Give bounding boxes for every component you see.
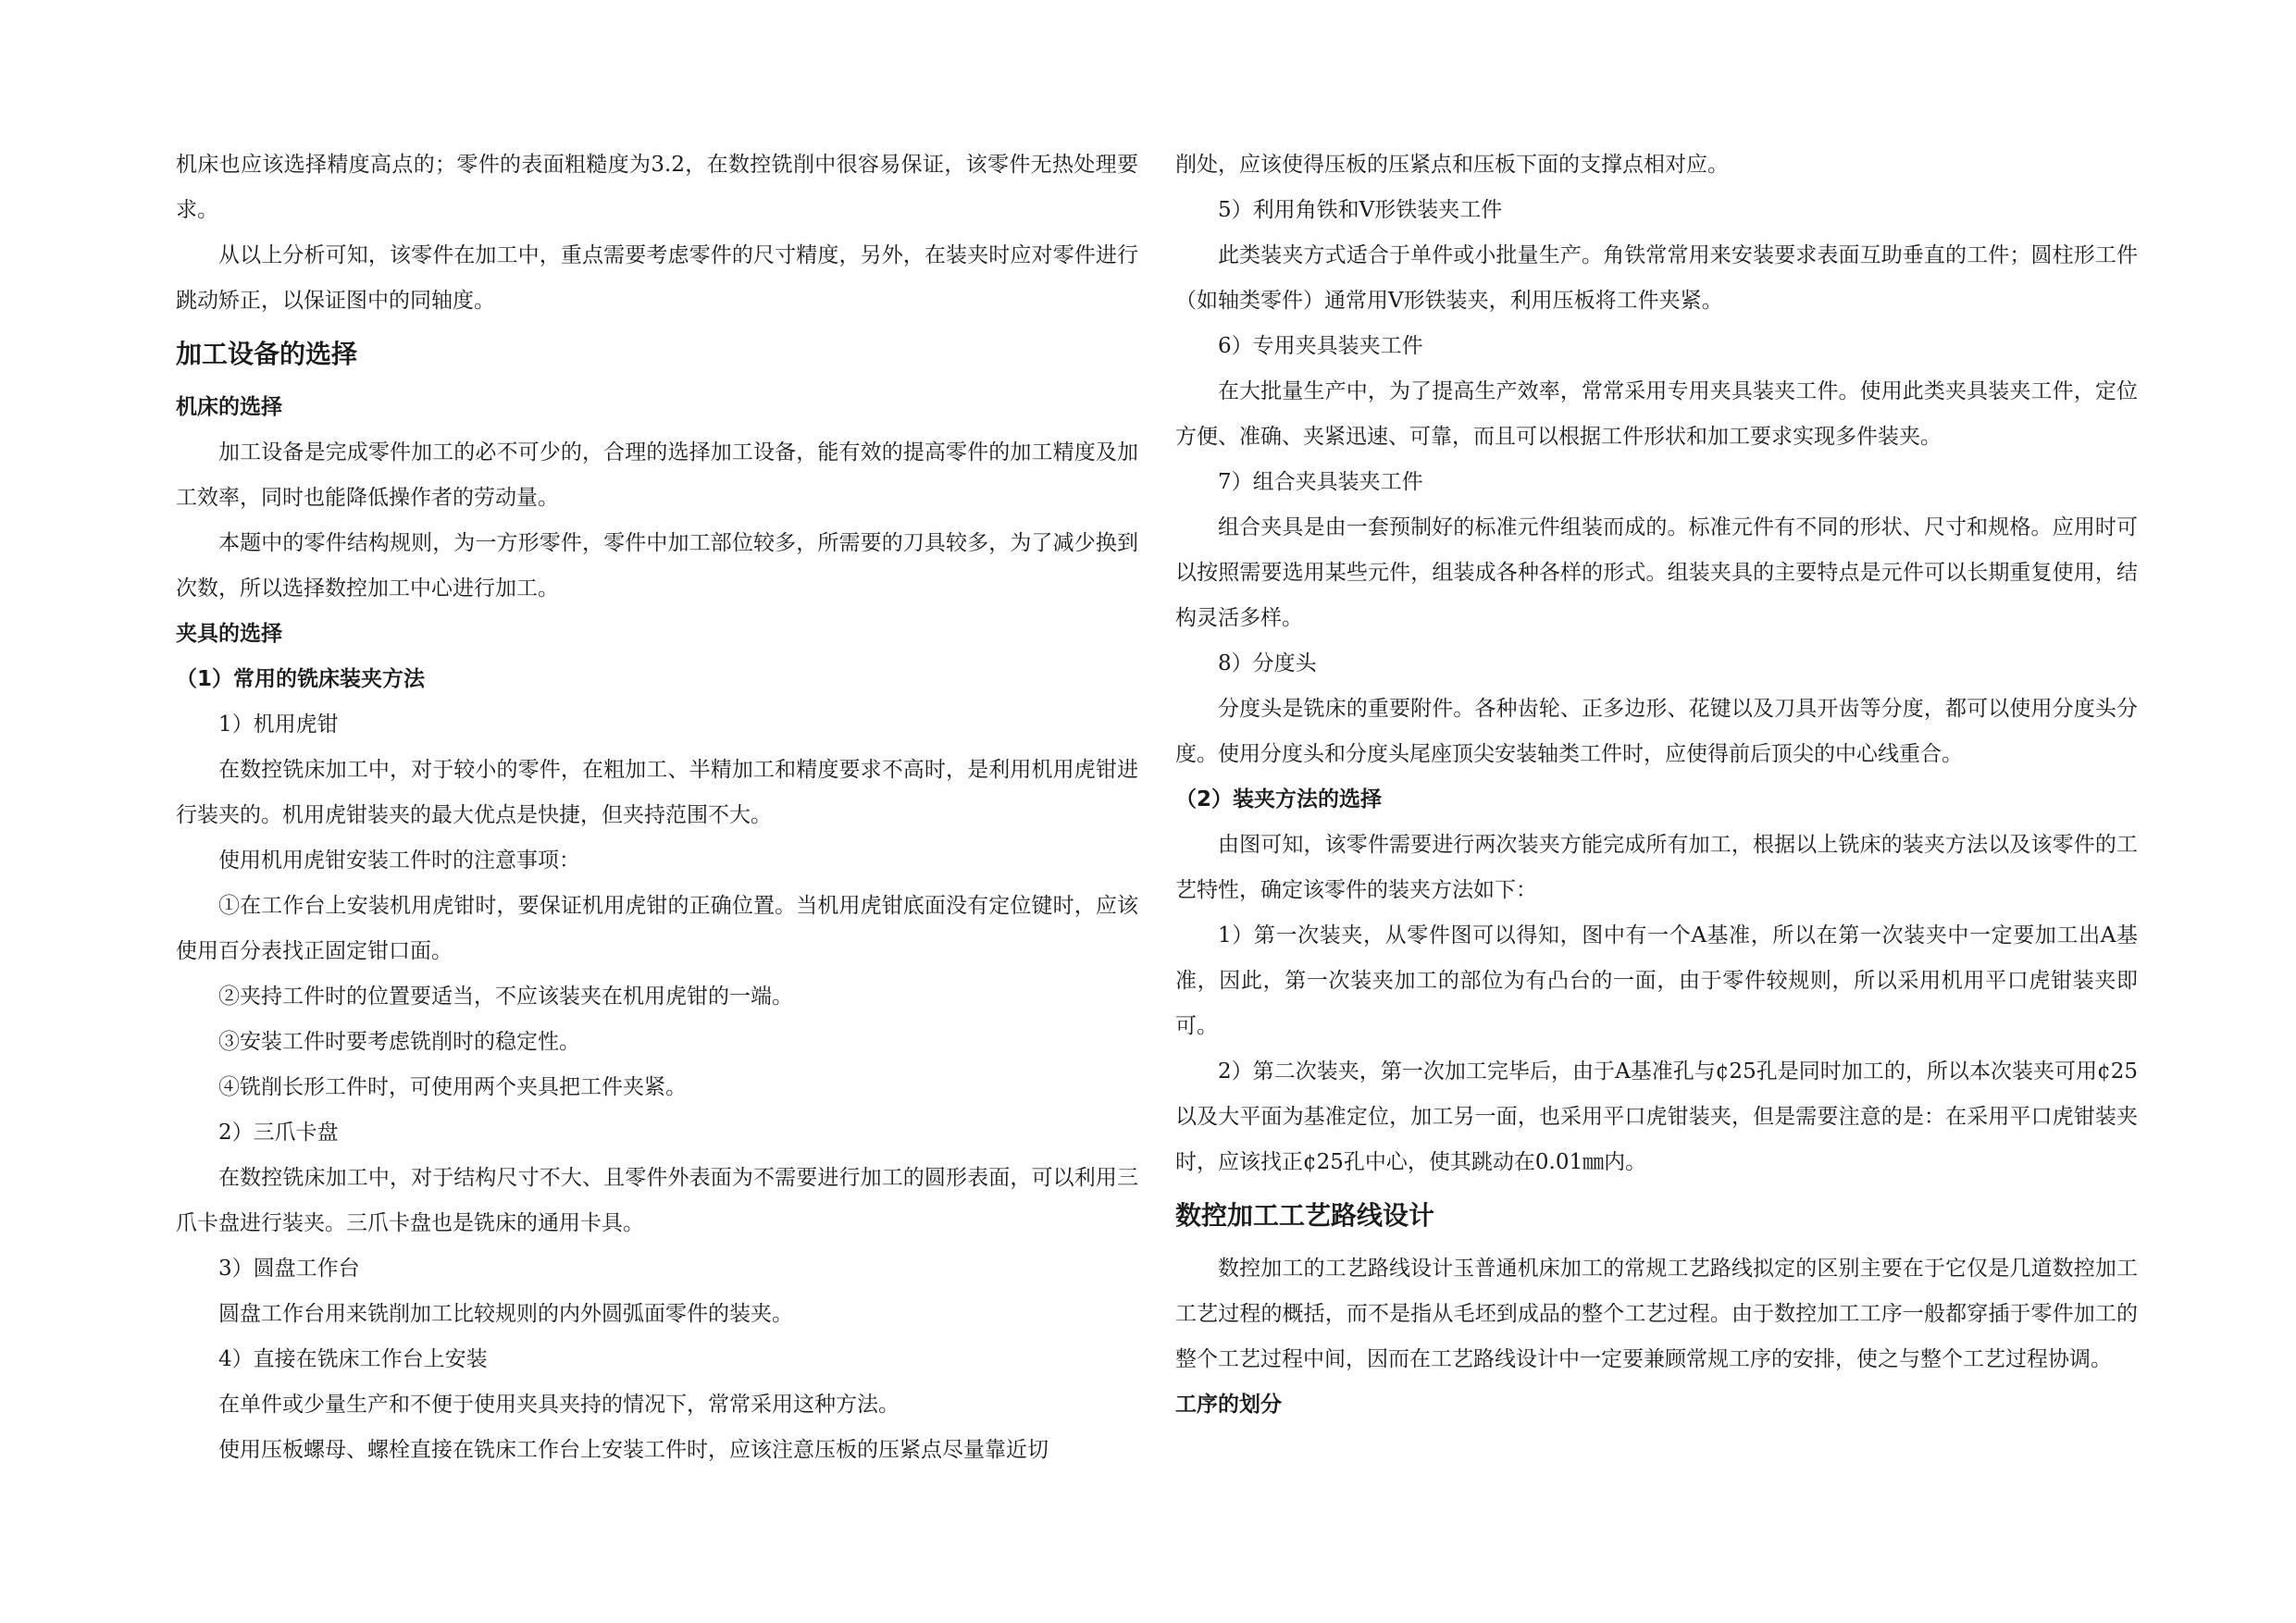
paragraph: ②夹持工件时的位置要适当，不应该装夹在机用虎钳的一端。 <box>218 985 793 1009</box>
paragraph: 2）第二次装夹，第一次加工完毕后，由于A基准孔与¢25孔是同时加工的，所以本次装夹可用¢25以及大平面为基准定位，加工另一面，也采用平口虎钳装夹，但是需要注意的是：在采用平口虎钳装夹时，应该找正¢25孔中心，使其跳动在0.01㎜内。 <box>1175 1059 2138 1174</box>
left-column <box>176 142 1138 1473</box>
paragraph: 1）第一次装夹，从零件图可以得知，图中有一个A基准，所以在第一次装夹中一定要加工出A基准，因此，第一次装夹加工的部位为有凸台的一面，由于零件较规则，所以采用机用平口虎钳装夹即可。 <box>1175 923 2138 1038</box>
subsection-heading: 工序的划分 <box>1175 1393 1282 1417</box>
right-column <box>1175 142 2138 1428</box>
paragraph: 在单件或少量生产和不便于使用夹具夹持的情况下，常常采用这种方法。 <box>218 1393 900 1417</box>
subsubsection-heading: （1）常用的铣床装夹方法 <box>176 667 426 691</box>
paragraph: 数控加工的工艺路线设计玉普通机床加工的常规工艺路线拟定的区别主要在于它仅是几道数控加工工艺过程的概括，而不是指从毛坯到成品的整个工艺过程。由于数控加工工序一般都穿插于零件加工的整个工艺过程中间，因而在工艺路线设计中一定要兼顾常规工序的安排，使之与整个工艺过程协调。 <box>1175 1257 2138 1371</box>
paragraph: 2）三爪卡盘 <box>218 1121 339 1145</box>
paragraph: 机床也应该选择精度高点的；零件的表面粗糙度为3.2，在数控铣削中很容易保证，该零件无热处理要求。 <box>176 153 1138 222</box>
paragraph: ③安装工件时要考虑铣削时的稳定性。 <box>218 1030 580 1054</box>
paragraph: 分度头是铣床的重要附件。各种齿轮、正多边形、花键以及刀具开齿等分度，都可以使用分度头分度。使用分度头和分度头尾座顶尖安装轴类工件时，应使得前后顶尖的中心线重合。 <box>1175 697 2138 766</box>
paragraph: 本题中的零件结构规则，为一方形零件，零件中加工部位较多，所需要的刀具较多，为了减少换到次数，所以选择数控加工中心进行加工。 <box>176 531 1138 601</box>
paragraph: 加工设备是完成零件加工的必不可少的，合理的选择加工设备，能有效的提高零件的加工精度及加工效率，同时也能降低操作者的劳动量。 <box>176 440 1138 510</box>
paragraph: 在大批量生产中，为了提高生产效率，常常采用专用夹具装夹工件。使用此类夹具装夹工件，定位方便、准确、夹紧迅速、可靠，而且可以根据工件形状和加工要求实现多件装夹。 <box>1175 379 2138 449</box>
paragraph: 在数控铣床加工中，对于较小的零件，在粗加工、半精加工和精度要求不高时，是利用机用虎钳进行装夹的。机用虎钳装夹的最大优点是快捷，但夹持范围不大。 <box>176 758 1138 827</box>
paragraph: 从以上分析可知，该零件在加工中，重点需要考虑零件的尺寸精度，另外，在装夹时应对零件进行跳动矫正，以保证图中的同轴度。 <box>176 243 1138 313</box>
paragraph: ①在工作台上安装机用虎钳时，要保证机用虎钳的正确位置。当机用虎钳底面没有定位键时，应该使用百分表找正固定钳口面。 <box>176 894 1138 963</box>
paragraph: 7）组合夹具装夹工件 <box>1218 470 1423 494</box>
paragraph: 5）利用角铁和V形铁装夹工件 <box>1218 198 1503 222</box>
paragraph: 使用压板螺母、螺栓直接在铣床工作台上安装工件时，应该注意压板的压紧点尽量靠近切 <box>218 1438 1049 1462</box>
paragraph: 3）圆盘工作台 <box>218 1257 360 1281</box>
subsection-heading: 夹具的选择 <box>176 622 282 646</box>
paragraph: 6）专用夹具装夹工件 <box>1218 334 1423 358</box>
paragraph: ④铣削长形工件时，可使用两个夹具把工件夹紧。 <box>218 1075 687 1099</box>
section-heading: 数控加工工艺路线设计 <box>1175 1200 1435 1231</box>
paragraph: 使用机用虎钳安装工件时的注意事项： <box>218 849 580 873</box>
section-heading: 加工设备的选择 <box>176 339 358 369</box>
paragraph: 组合夹具是由一套预制好的标准元件组装而成的。标准元件有不同的形状、尺寸和规格。应用时可以按照需要选用某些元件，组装成各种各样的形式。组装夹具的主要特点是元件可以长期重复使用，结构灵活多样。 <box>1175 515 2138 630</box>
paragraph: 8）分度头 <box>1218 651 1317 675</box>
subsection-heading: 机床的选择 <box>176 395 282 419</box>
paragraph: 此类装夹方式适合于单件或小批量生产。角铁常常用来安装要求表面互助垂直的工件；圆柱形工件（如轴类零件）通常用V形铁装夹，利用压板将工件夹紧。 <box>1175 243 2138 313</box>
subsubsection-heading: （2）装夹方法的选择 <box>1175 787 1383 812</box>
paragraph: 由图可知，该零件需要进行两次装夹方能完成所有加工，根据以上铣床的装夹方法以及该零件的工艺特性，确定该零件的装夹方法如下： <box>1175 833 2138 902</box>
paragraph: 1）机用虎钳 <box>218 712 339 737</box>
paragraph: 在数控铣床加工中，对于结构尺寸不大、且零件外表面为不需要进行加工的圆形表面，可以利用三爪卡盘进行装夹。三爪卡盘也是铣床的通用卡具。 <box>176 1166 1138 1235</box>
paragraph: 4）直接在铣床工作台上安装 <box>218 1347 488 1371</box>
paragraph: 圆盘工作台用来铣削加工比较规则的内外圆弧面零件的装夹。 <box>218 1302 793 1326</box>
paragraph: 削处，应该使得压板的压紧点和压板下面的支撑点相对应。 <box>1175 153 1729 177</box>
